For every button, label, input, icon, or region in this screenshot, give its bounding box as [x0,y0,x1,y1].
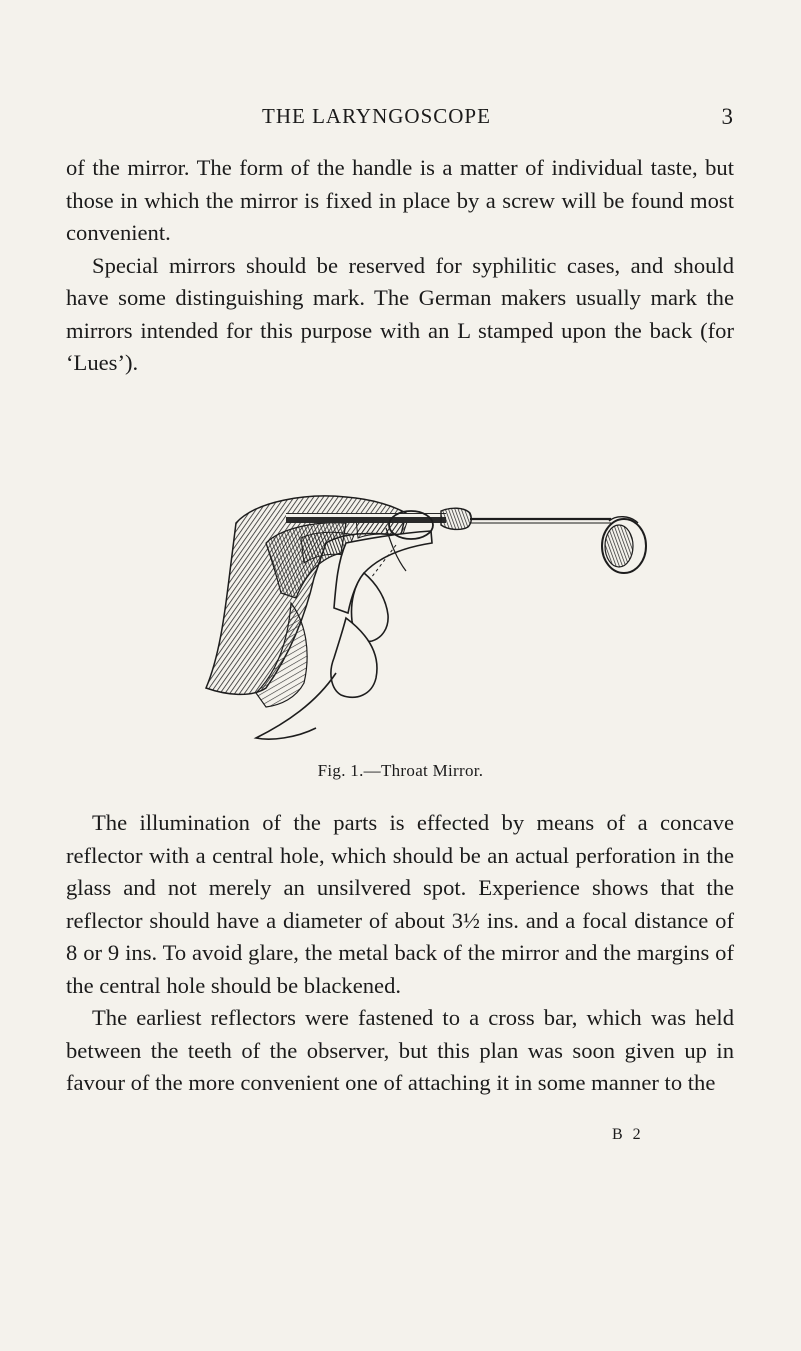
figure-throat-mirror [196,483,666,753]
paragraph-special-mirrors: Special mirrors should be reserved for syphilitic cases, and should have some distinguishing mark. The German makers usually mark the mirrors intended for this purpose with an L stamped upon the back (for ‘Lues’). [66,252,734,375]
paragraph-illumination: The illumination of the parts is effected by means of a concave reflector with a central hole, which should be an actual perforation in the glass and not merely an unsilvered spot. Experience shows that the reflector should have a diameter of about 3½ ins. and a focal distance of 8 or 9 ins. To avoid glare, the metal back of the mirror and the margins of the central hole should be blackened. [66,810,734,998]
text-block-bottom [66,807,734,1100]
running-head [0,104,801,134]
signature-mark: B 2 [612,1126,644,1143]
figure-caption: Fig. 1.—Throat Mirror. [317,761,484,780]
page-number: 3 [721,104,733,129]
running-title: THE LARYNGOSCOPE [262,104,491,128]
throat-mirror-illustration-icon [196,483,666,753]
text-block-top [66,152,734,380]
paragraph-earliest-reflectors: The earliest reflectors were fastened to a cross bar, which was held between the teeth of the observer, but this plan was soon given up in favour of the more convenient one of attaching it in some manner to the [66,1005,734,1095]
paragraph-mirror-handle: of the mirror. The form of the handle is a matter of individual taste, but those in which the mirror is fixed in place by a screw will be found most convenient. [66,155,734,245]
